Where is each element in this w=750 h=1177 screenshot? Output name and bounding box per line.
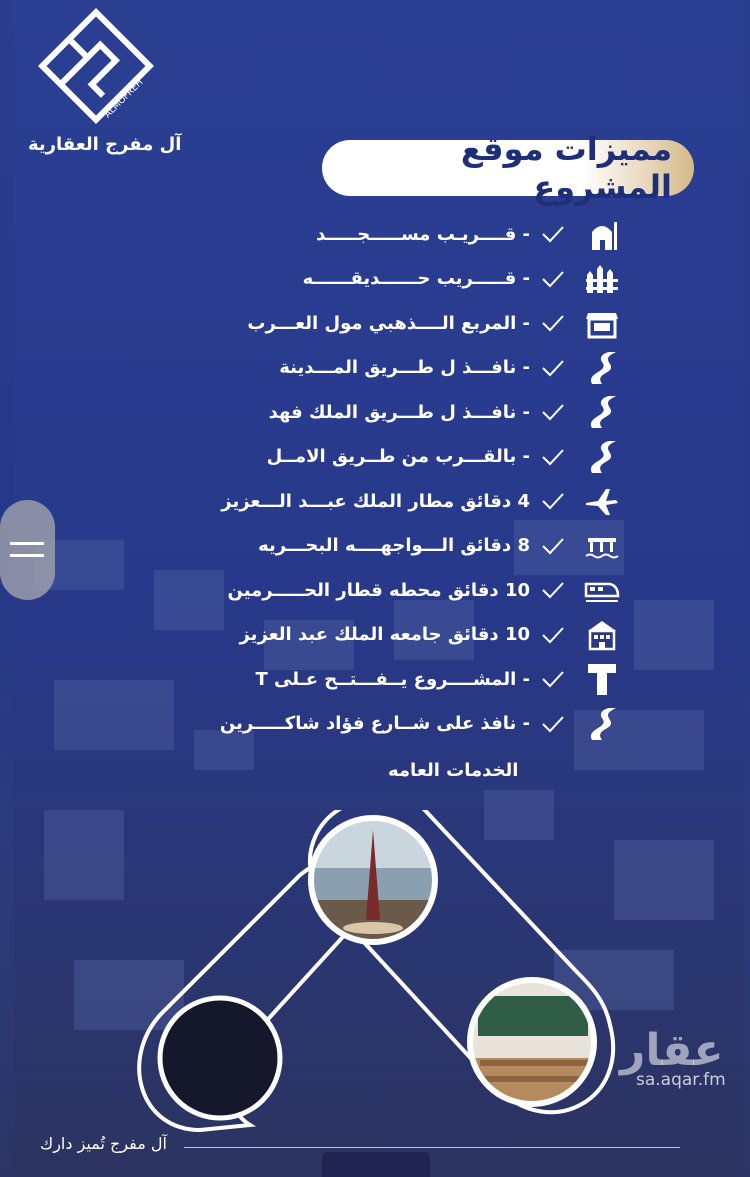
services-label: الخدمات العامه (388, 760, 519, 781)
feature-item-6 (200, 435, 620, 480)
feature-item-9 (200, 568, 620, 613)
feature-label: 4 دقائق مطار الملك عبـــد الـــعزيز (221, 490, 530, 512)
drawer-handle[interactable] (0, 500, 55, 600)
feature-label: 10 دقائق محطه قطار الحـــــرمين (227, 579, 530, 601)
feature-label: - قـــــريب حــــــديقــــــه (302, 268, 530, 290)
university-icon (584, 617, 620, 653)
services-graphic (130, 810, 630, 1140)
feature-item-10 (200, 613, 620, 658)
aqar-watermark-domain: sa.aqar.fm (636, 1070, 726, 1090)
check-icon (540, 579, 566, 601)
check-icon (540, 401, 566, 423)
feature-item-3 (200, 301, 620, 346)
brand-latin: ALMOFREH (103, 77, 146, 121)
feature-label: - نافذ على شــارع فؤاد شاكـــــرين (219, 713, 530, 735)
feature-label: - نافـــذ ل طـــريق الملك فهد (268, 401, 530, 423)
feature-label: - قــــريـب مســـــجـــــد (316, 223, 530, 245)
feature-item-8 (200, 524, 620, 569)
feature-item-5 (200, 390, 620, 435)
page-title: مميزات موقع المشروع (322, 140, 694, 196)
t-letter-icon (584, 661, 620, 697)
feature-item-7 (200, 479, 620, 524)
check-icon (540, 446, 566, 468)
check-icon (540, 357, 566, 379)
feature-item-12 (200, 702, 620, 747)
feature-label: - المشــــروع يــفـــتــح عـلى T (255, 668, 530, 690)
menu-line-icon (10, 554, 44, 557)
feature-label: - المربع الــــذهبي مول العـــرب (247, 312, 530, 334)
footer-slogan: آل مفرج تُميز دارك (40, 1134, 167, 1153)
road-icon (584, 706, 620, 742)
check-icon (540, 713, 566, 735)
mosque-icon (584, 216, 620, 252)
road-icon (584, 394, 620, 430)
feature-item-2 (200, 257, 620, 302)
feature-label: 8 دقائق الـــواجهــــه البحـــريه (258, 535, 530, 557)
brand-logo-icon (36, 6, 156, 126)
waterfront-icon (584, 528, 620, 564)
check-icon (540, 535, 566, 557)
airplane-icon (584, 483, 620, 519)
brand-name: آل مفرج العقارية (28, 134, 182, 155)
feature-label: - نافـــذ ل طـــريق المـــدينة (279, 357, 530, 379)
check-icon (540, 268, 566, 290)
mall-icon (584, 305, 620, 341)
feature-label: 10 دقائق جامعه الملك عبد العزيز (239, 624, 530, 646)
feature-item-11 (200, 657, 620, 702)
check-icon (540, 668, 566, 690)
aqar-watermark-logo: عقار (620, 1025, 724, 1076)
feature-label: - بالقـــرب من طــريق الامــل (266, 446, 530, 468)
feature-item-4 (200, 346, 620, 391)
check-icon (540, 624, 566, 646)
train-icon (584, 572, 620, 608)
road-icon (584, 439, 620, 475)
park-icon (584, 261, 620, 297)
road-icon (584, 350, 620, 386)
check-icon (540, 223, 566, 245)
bottom-tab[interactable] (322, 1152, 430, 1177)
feature-item-1 (200, 212, 620, 257)
check-icon (540, 490, 566, 512)
features-list (200, 212, 620, 746)
check-icon (540, 312, 566, 334)
footer-divider (184, 1147, 680, 1148)
empty-photo-circle (160, 998, 280, 1118)
menu-line-icon (10, 542, 44, 545)
